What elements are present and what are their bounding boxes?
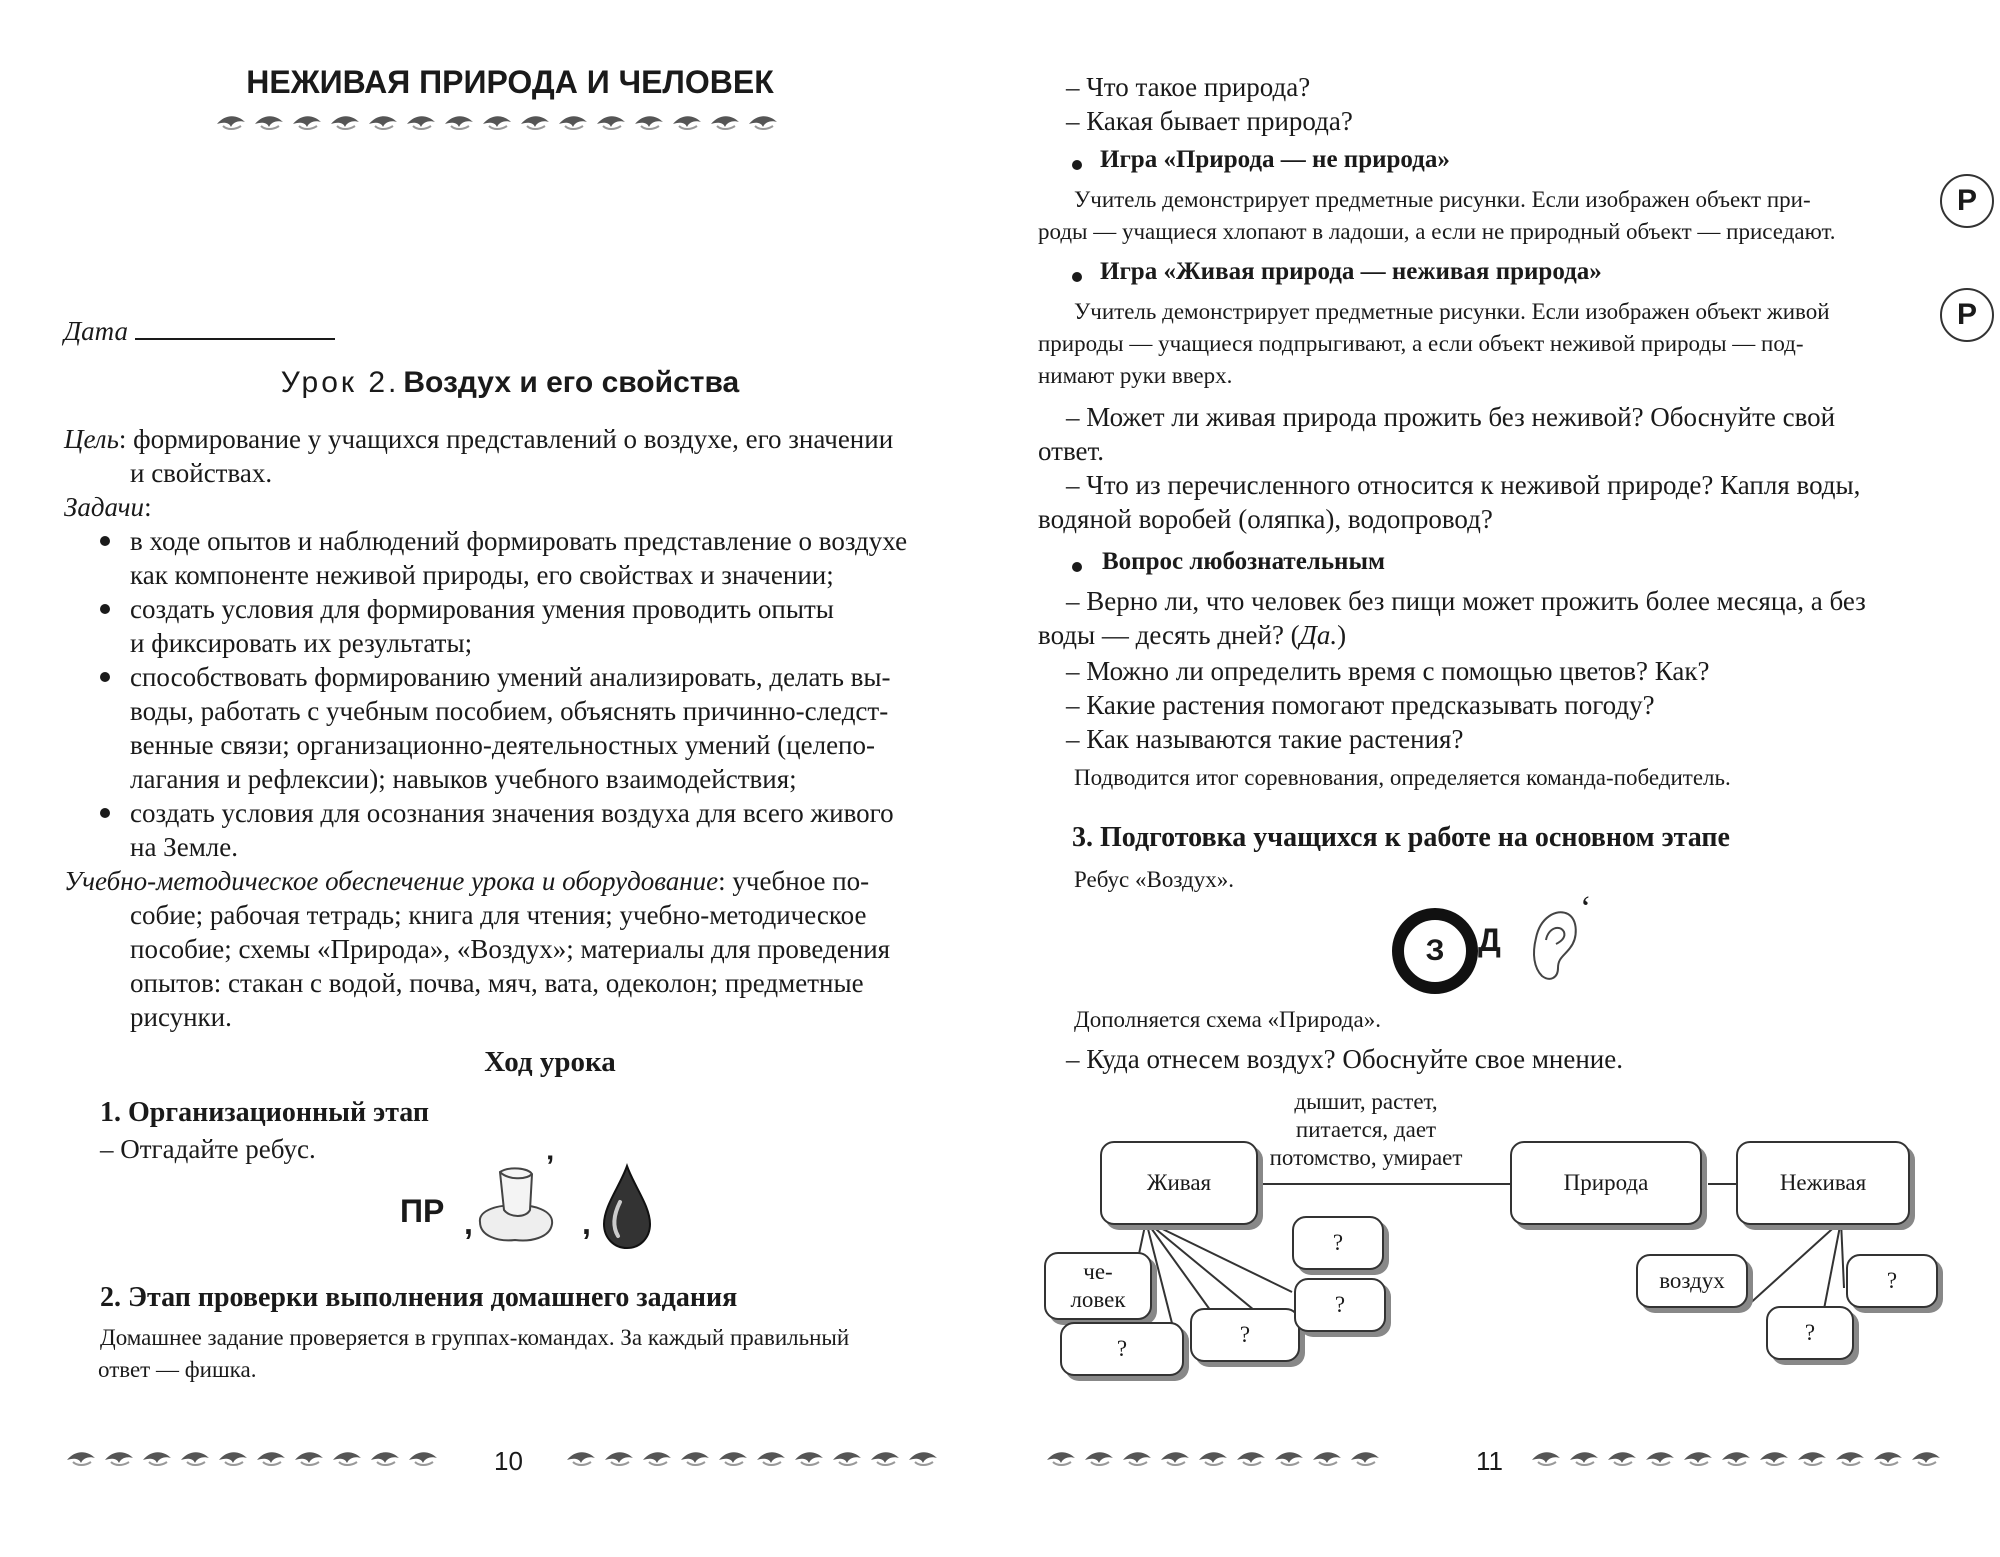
- game-2-line: нимают руки вверх.: [1038, 363, 1233, 388]
- summary-line: Подводится итог соревнования, определяется команда-победитель.: [1074, 765, 1731, 790]
- goal-block: [64, 422, 964, 490]
- node-nature: Природа: [1510, 1141, 1702, 1225]
- game-1-line: Учитель демонстрирует предметные рисунки. Если изображен объект при-: [1074, 187, 1811, 212]
- guess-line: – Отгадайте ребус.: [100, 1134, 316, 1164]
- question-line: – Какие растения помогают предсказывать погоду?: [1066, 690, 1655, 720]
- bullet: [1072, 272, 1082, 282]
- task-line: и фиксировать их результаты;: [130, 628, 473, 658]
- game-1-text: [1038, 184, 1938, 248]
- task-line: венные связи; организационно-деятельностных умений (целепо-: [130, 730, 875, 760]
- node-air: воздух: [1636, 1254, 1748, 1308]
- tasks-colon: :: [144, 492, 152, 522]
- edge-label-line: потомство, умирает: [1269, 1145, 1463, 1170]
- drop-picture: [598, 1162, 656, 1252]
- homework-line: Домашнее задание проверяется в группах-командах. За каждый правильный: [100, 1325, 850, 1350]
- person-line: ловек: [1070, 1287, 1126, 1312]
- diagram-edge-label: [1266, 1088, 1466, 1172]
- footer-ornament-right-a: [1045, 1448, 1445, 1472]
- rebus-1-apostrophe: ’: [546, 1150, 555, 1183]
- ear-picture: [1528, 904, 1582, 986]
- question-line: – Какая бывает природа?: [1066, 106, 1353, 136]
- homework-line: ответ — фишка.: [98, 1357, 257, 1382]
- lesson-heading: [0, 366, 1020, 400]
- date-blank: [135, 316, 335, 340]
- question-line: – Что такое природа?: [1066, 72, 1311, 102]
- question-line: – Можно ли определить время с помощью цветов? Как?: [1066, 656, 1710, 686]
- task-line: способствовать формированию умений анализировать, делать вы-: [130, 662, 891, 692]
- rebus-1-text: ПР: [400, 1193, 445, 1229]
- task-line: создать условия для формирования умения проводить опыты: [130, 594, 834, 624]
- bullet: [100, 536, 110, 546]
- stage-1-heading: 1. Организационный этап: [100, 1097, 430, 1128]
- questions-block-2: [1038, 400, 1958, 536]
- lesson-number: Урок 2.: [280, 366, 400, 399]
- edge-label-line: дышит, растет,: [1294, 1089, 1438, 1114]
- rebus-1-comma-1: ,: [464, 1205, 473, 1241]
- curious-close: ): [1337, 620, 1347, 650]
- curious-line: воды — десять дней? (: [1038, 620, 1300, 650]
- badge-r-1: Р: [1940, 174, 1994, 228]
- game-2-text: [1038, 296, 1938, 392]
- tasks-label-line: [64, 490, 152, 524]
- task-item: [130, 592, 834, 660]
- equipment-label: Учебно-методическое обеспечение урока и оборудование: [64, 866, 719, 896]
- curious-answer: Да.: [1299, 620, 1338, 650]
- game-2-line: Учитель демонстрирует предметные рисунки. Если изображен объект живой: [1074, 299, 1830, 324]
- badge-r-2: Р: [1940, 288, 1994, 342]
- curious-line: – Верно ли, что человек без пищи может прожить более месяца, а без: [1066, 586, 1866, 616]
- game-2-heading: Игра «Живая природа — неживая природа»: [1100, 258, 1602, 285]
- node-unknown: ?: [1294, 1278, 1386, 1332]
- person-line: че-: [1083, 1259, 1113, 1284]
- stage-2-heading: 2. Этап проверки выполнения домашнего задания: [100, 1282, 738, 1313]
- node-unknown: ?: [1766, 1306, 1854, 1360]
- node-unknown: ?: [1846, 1254, 1938, 1308]
- title-ornament: [215, 112, 805, 136]
- questions-block-3: [1066, 654, 1709, 756]
- task-line: создать условия для осознания значения воздуха для всего живого: [130, 798, 894, 828]
- task-line: как компоненте неживой природы, его свойствах и значении;: [130, 560, 834, 590]
- goal-label: Цель: [64, 424, 119, 454]
- rebus-2-apostrophe: ‘: [1580, 890, 1592, 927]
- task-item: [130, 660, 891, 796]
- task-line: лагания и рефлексии); навыков учебного взаимодействия;: [130, 764, 797, 794]
- task-item: [130, 524, 907, 592]
- task-line: на Земле.: [130, 832, 238, 862]
- node-unknown: ?: [1292, 1216, 1384, 1270]
- bullet: [100, 808, 110, 818]
- goal-line-1: : формирование у учащихся представлений о воздухе, его значении: [118, 424, 894, 454]
- footer-ornament-left-b: [565, 1448, 965, 1472]
- course-heading: Ход урока: [484, 1046, 616, 1078]
- question-line: водяной воробей (оляпка), водопровод?: [1038, 504, 1493, 534]
- scheme-question: – Куда отнесем воздух? Обоснуйте свое мнение.: [1066, 1044, 1623, 1074]
- date-line: [64, 314, 335, 348]
- node-person: [1044, 1252, 1152, 1320]
- goal-line-2: и свойствах.: [130, 458, 273, 488]
- page-number-left: 10: [494, 1446, 523, 1476]
- bullet: [1072, 562, 1082, 572]
- node-nonliving: Неживая: [1736, 1141, 1910, 1225]
- chapter-title: НЕЖИВАЯ ПРИРОДА И ЧЕЛОВЕК: [246, 64, 774, 100]
- task-item: [130, 796, 894, 864]
- tasks-label: Задачи: [64, 492, 145, 522]
- equipment-line: пособие; схемы «Природа», «Воздух»; материалы для проведения: [130, 934, 891, 964]
- questions-intro: [1066, 70, 1353, 138]
- curious-heading: Вопрос любознательным: [1102, 548, 1386, 575]
- rebus-1-comma-2: ,: [582, 1205, 591, 1241]
- task-line: воды, работать с учебным пособием, объяснять причинно-следст-: [130, 696, 889, 726]
- rebus-2-letter: Д: [1478, 922, 1501, 958]
- question-line: – Может ли живая природа прожить без неживой? Обоснуйте свой: [1066, 402, 1836, 432]
- question-line: – Как называются такие растения?: [1066, 724, 1464, 754]
- footer-ornament-left-a: [65, 1448, 465, 1472]
- equipment-line: рисунки.: [130, 1002, 232, 1032]
- stage-3-heading: 3. Подготовка учащихся к работе на основном этапе: [1072, 822, 1730, 853]
- lesson-topic: Воздух и его свойства: [403, 366, 740, 399]
- node-unknown: ?: [1190, 1308, 1300, 1362]
- edge-label-line: питается, дает: [1295, 1117, 1437, 1142]
- node-unknown: ?: [1060, 1322, 1184, 1376]
- equipment-block: [64, 864, 984, 1034]
- date-label: Дата: [64, 316, 129, 346]
- task-line: в ходе опытов и наблюдений формировать представление о воздухе: [130, 526, 908, 556]
- node-living: Живая: [1100, 1141, 1258, 1225]
- equipment-line: опытов: стакан с водой, почва, мяч, вата, одеколон; предметные: [130, 968, 864, 998]
- footer-ornament-right-b: [1530, 1448, 1950, 1472]
- equipment-line: : учебное по-: [718, 866, 870, 896]
- equipment-line: собие; рабочая тетрадь; книга для чтения; учебно-методическое: [130, 900, 867, 930]
- question-line: – Что из перечисленного относится к неживой природе? Капля воды,: [1066, 470, 1861, 500]
- homework-block: [100, 1322, 1000, 1386]
- game-1-heading: Игра «Природа — не природа»: [1100, 146, 1450, 173]
- game-1-line: роды — учащиеся хлопают в ладоши, а если не природный объект — приседают.: [1038, 219, 1836, 244]
- rebus-2-label: Ребус «Воздух».: [1074, 867, 1234, 892]
- game-2-line: природы — учащиеся подпрыгивают, а если объект неживой природы — под-: [1038, 331, 1804, 356]
- bullet: [100, 604, 110, 614]
- curious-block: [1038, 584, 1958, 652]
- scheme-label: Дополняется схема «Природа».: [1074, 1007, 1381, 1032]
- page-number-right: 11: [1476, 1446, 1503, 1476]
- bullet: [100, 672, 110, 682]
- question-line: ответ.: [1038, 436, 1105, 466]
- bullet: [1072, 160, 1082, 170]
- rebus-2-circle: З: [1392, 908, 1478, 994]
